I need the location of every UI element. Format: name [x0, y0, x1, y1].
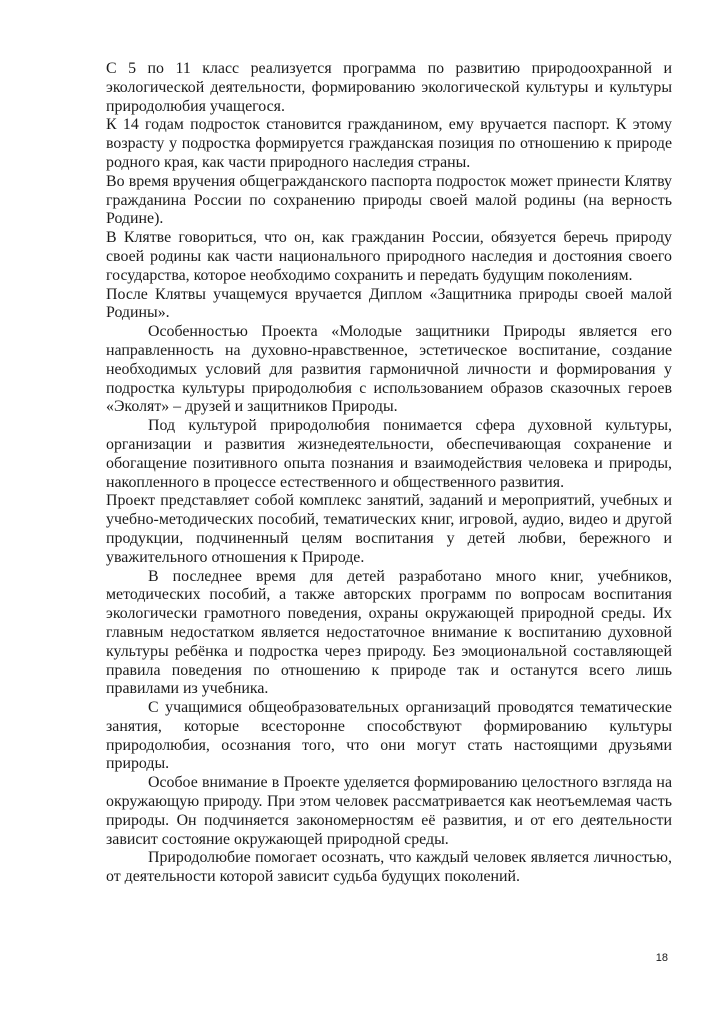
paragraph: Под культурой природолюбия понимается сфера духовной культуры, организации и развития жизнедеятельности, обеспечивающая сохранение и обогащение позитивного опыта познания и взаимодействия человека и природы, накопленного в процессе естественного и общественного развития. — [106, 417, 672, 491]
paragraph: Во время вручения общегражданского паспорта подросток может принести Клятву гражданина России по сохранению природы своей малой родины (на верность Родине). — [106, 172, 672, 228]
paragraph: Проект представляет собой комплекс занятий, заданий и мероприятий, учебных и учебно-методических пособий, тематических книг, игровой, аудио, видео и другой продукции, подчиненный целям воспитания у детей любви, бережного и уважительного отношения к Природе. — [106, 492, 672, 566]
paragraph: Особенностью Проекта «Молодые защитники Природы является его направленность на духовно-нравственное, эстетическое воспитание, создание необходимых условий для развития гармоничной личности и формирования у подростка культуры природолюбия с использованием образов сказочных героев «Эколят» – друзей и защитников Природы. — [106, 323, 672, 416]
paragraph: К 14 годам подросток становится гражданином, ему вручается паспорт. К этому возрасту у подростка формируется гражданская позиция по отношению к природе родного края, как части природного наследия страны. — [106, 116, 672, 171]
paragraph: Особое внимание в Проекте уделяется формированию целостного взгляда на окружающую природу. При этом человек рассматривается как неотъемлемая часть природы. Он подчиняется закономерностям её развития, и от его деятельности зависит состояние окружающей природной среды. — [106, 774, 672, 848]
body-text — [106, 60, 672, 887]
paragraph: Природолюбие помогает осознать, что каждый человек является личностью, от деятельности которой зависит судьба будущих поколений. — [106, 849, 672, 886]
paragraph: После Клятвы учащемуся вручается Диплом «Защитника природы своей малой Родины». — [106, 285, 672, 322]
paragraph: С 5 по 11 класс реализуется программа по развитию природоохранной и экологической деятельности, формированию экологической культуры и культуры природолюбия учащегося. — [106, 60, 672, 115]
paragraph: В последнее время для детей разработано много книг, учебников, методических пособий, а также авторских программ по вопросам воспитания экологически грамотного поведения, охраны окружающей природной среды. Их главным недостатком является недостаточное внимание к воспитанию духовной культуры ребёнка и подростка через природу. Без эмоциональной составляющей правила поведения по отношению к природе так и останутся всего лишь правилами из учебника. — [106, 567, 672, 698]
paragraph: В Клятве говориться, что он, как гражданин России, обязуется беречь природу своей родины как части национального природного наследия и достояния своего государства, которое необходимо сохранить и передать будущим поколениям. — [106, 229, 672, 284]
paragraph: С учащимися общеобразовательных организаций проводятся тематические занятия, которые всесторонне способствуют формированию культуры природолюбия, осознания того, что они могут стать настоящими друзьями природы. — [106, 699, 672, 773]
page-number: 18 — [655, 952, 668, 964]
